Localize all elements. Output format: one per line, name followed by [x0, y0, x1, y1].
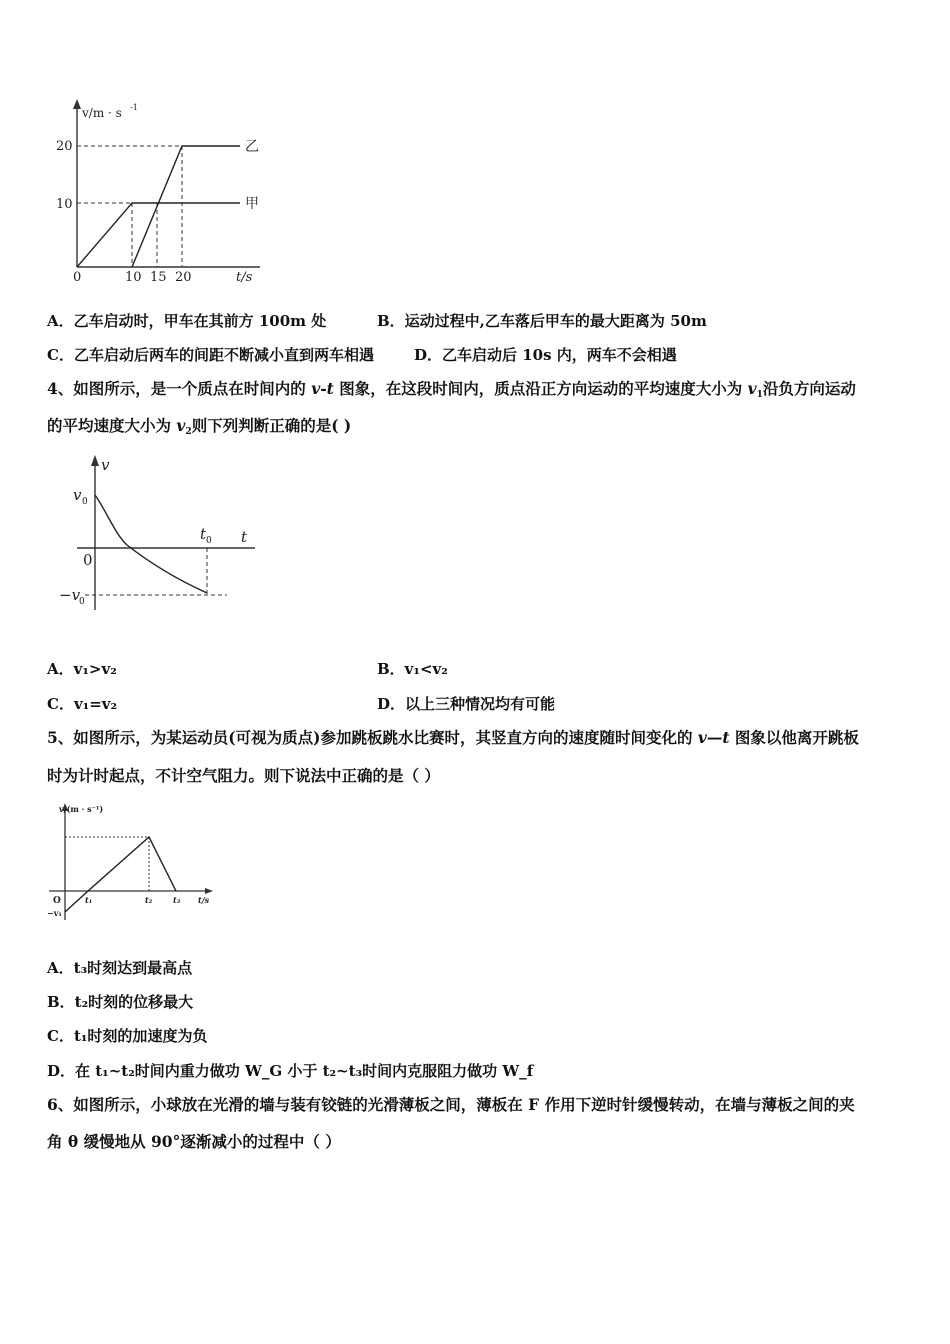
x-tick-10: 10 [125, 270, 142, 285]
series-jia-label: 甲 [245, 196, 259, 212]
q4-option-d: D．以上三种情况均有可能 [377, 695, 556, 713]
q4-stem-line2: 的平均速度大小为 $v_2$则下列判断正确的是( ) [47, 416, 352, 437]
q3-option-b: B．运动过程中,乙车落后甲车的最大距离为 50m [377, 312, 707, 330]
q4-option-a: A．v₁>v₂ [47, 660, 117, 678]
figure-vt-jia-yi [40, 95, 280, 290]
q6-stem-line1: 6、如图所示，小球放在光滑的墙与装有铰链的光滑薄板之间，薄板在 F 作用下逆时针缓慢转动，在墙与薄板之间的夹 [47, 1095, 855, 1114]
y-tick-20: 20 [56, 139, 73, 154]
q5-option-b: B．t₂时刻的位移最大 [47, 993, 194, 1011]
q4-option-b: B．v₁<v₂ [377, 660, 448, 678]
q6-stem-line2: 角 θ 缓慢地从 90°逐渐减小的过程中（ ） [47, 1132, 341, 1151]
x-tick-15: 15 [150, 270, 167, 285]
neg-v0-label: −v [59, 586, 81, 604]
velocity-line [65, 837, 176, 912]
q5-option-d: D．在 t₁~t₂时间内重力做功 W_G 小于 t₂~t₃时间内克服阻力做功 W_f [47, 1062, 534, 1080]
q5-stem-line2: 时为计时起点，不计空气阻力。则下说法中正确的是（ ） [47, 766, 440, 785]
figure-vt-curve [55, 450, 265, 615]
velocity-curve [95, 495, 207, 593]
t0-label: t [200, 525, 207, 543]
q4-option-c: C．v₁=v₂ [47, 695, 118, 713]
y-axis-label: v/m · s [82, 106, 122, 120]
svg-text:0: 0 [206, 536, 212, 546]
t2-label: t₂ [145, 895, 153, 905]
x-tick-20: 20 [175, 270, 192, 285]
figure-diver-vt [45, 800, 220, 925]
y-axis-label: v/(m · s⁻¹) [59, 804, 104, 814]
series-yi-label: 乙 [245, 139, 259, 155]
y-axis-arrow [73, 99, 81, 109]
x-axis-label: t/s [236, 270, 253, 285]
origin-label: 0 [83, 551, 93, 569]
t3-label: t₃ [173, 895, 181, 905]
q3-option-c: C．乙车启动后两车的间距不断减小直到两车相遇 [47, 346, 374, 364]
origin-label: O [53, 896, 61, 906]
series-yi-line [132, 146, 240, 267]
axis-t-label: t [241, 528, 248, 546]
series-jia-line [77, 203, 240, 267]
svg-text:0: 0 [82, 497, 88, 507]
svg-text:0: 0 [79, 597, 85, 607]
q3-option-a: A．乙车启动时，甲车在其前方 100m 处 [47, 312, 327, 330]
q5-stem-line1: 5、如图所示，为某运动员(可视为质点)参加跳板跳水比赛时，其竖直方向的速度随时间变化的 v—t 图象以他离开跳板 [47, 728, 859, 747]
axis-v-label: v [101, 456, 110, 474]
x-tick-0: 0 [73, 270, 82, 285]
q4-stem-line1: 4、如图所示，是一个质点在时间内的 v-t 图象，在这段时间内，质点沿正方向运动的平均速度大小为 $v_1$沿负方向运动 [47, 379, 856, 400]
x-axis-label: t/s [198, 895, 210, 905]
q5-option-a: A．t₃时刻达到最高点 [47, 959, 193, 977]
y-tick-10: 10 [56, 197, 73, 212]
neg-v1-label: −v₁ [47, 908, 62, 918]
y-axis-arrow [91, 455, 99, 466]
t1-label: t₁ [85, 895, 93, 905]
q3-option-d: D．乙车启动后 10s 内，两车不会相遇 [414, 346, 677, 364]
v0-label: v [73, 486, 82, 504]
y-axis-label-exp: -1 [130, 103, 138, 112]
q5-option-c: C．t₁时刻的加速度为负 [47, 1027, 208, 1045]
